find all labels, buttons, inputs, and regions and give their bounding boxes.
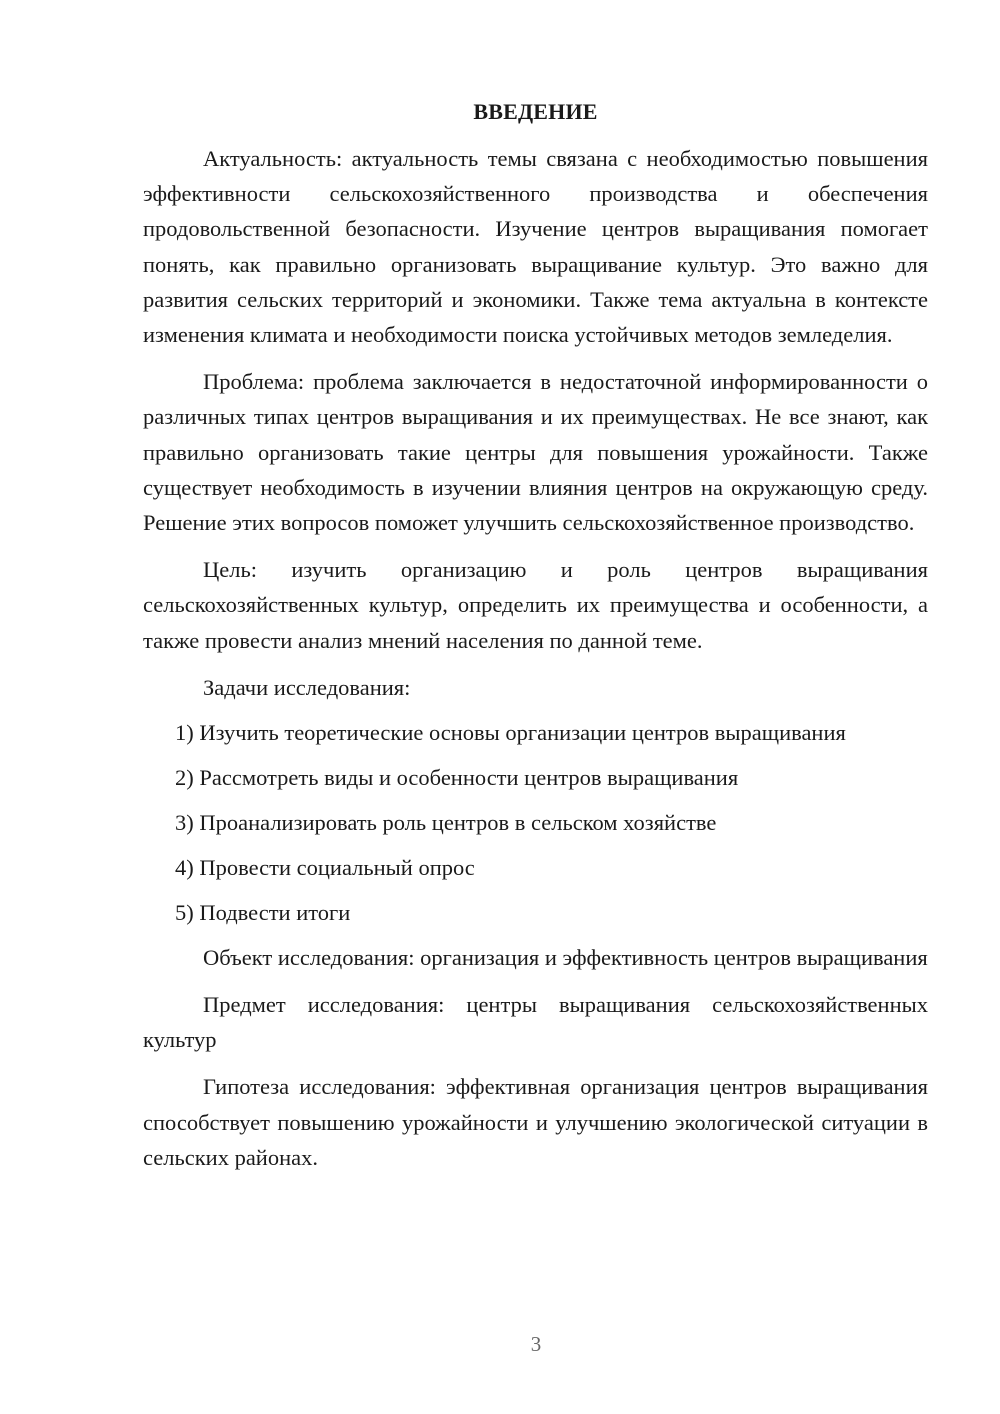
- problem-paragraph: Проблема: проблема заключается в недостаточной информированности о различных типах центров выращивания и их преимуществах. Не все знают, как правильно организовать такие центры для повышения урожайности. Также существует необходимость в изучении влияния центров на окружающую среду. Решение этих вопросов поможет улучшить сельскохозяйственное производство.: [143, 369, 928, 536]
- task-item-1: 1) Изучить теоретические основы организации центров выращивания: [175, 719, 846, 745]
- goal-paragraph: Цель: изучить организацию и роль центров выращивания сельскохозяйственных культур, определить их преимущества и особенности, а также провести анализ мнений населения по данной теме.: [143, 557, 928, 653]
- tasks-list: [143, 715, 928, 930]
- task-item-2: 2) Рассмотреть виды и особенности центров выращивания: [175, 764, 739, 790]
- task-item-5: 5) Подвести итоги: [175, 899, 351, 925]
- page-body: [143, 94, 928, 1187]
- task-item-3: 3) Проанализировать роль центров в сельском хозяйстве: [175, 809, 717, 835]
- page-number: 3: [530, 1332, 542, 1356]
- section-title: ВВЕДЕНИЕ: [473, 99, 598, 124]
- object-paragraph: Объект исследования: организация и эффективность центров выращивания: [203, 944, 928, 970]
- task-item-4: 4) Провести социальный опрос: [175, 854, 475, 880]
- hypothesis-paragraph: Гипотеза исследования: эффективная организация центров выращивания способствует повышению урожайности и улучшению экологической ситуации в сельских районах.: [143, 1074, 928, 1170]
- tasks-heading: Задачи исследования:: [203, 674, 411, 700]
- subject-paragraph: Предмет исследования: центры выращивания сельскохозяйственных культур: [143, 992, 928, 1053]
- relevance-paragraph: Актуальность: актуальность темы связана с необходимостью повышения эффективности сельскохозяйственного производства и обеспечения продовольственной безопасности. Изучение центров выращивания помогает понять, как правильно организовать выращивание культур. Это важно для развития сельских территорий и экономики. Также тема актуальна в контексте изменения климата и необходимости поиска устойчивых методов земледелия.: [143, 146, 928, 348]
